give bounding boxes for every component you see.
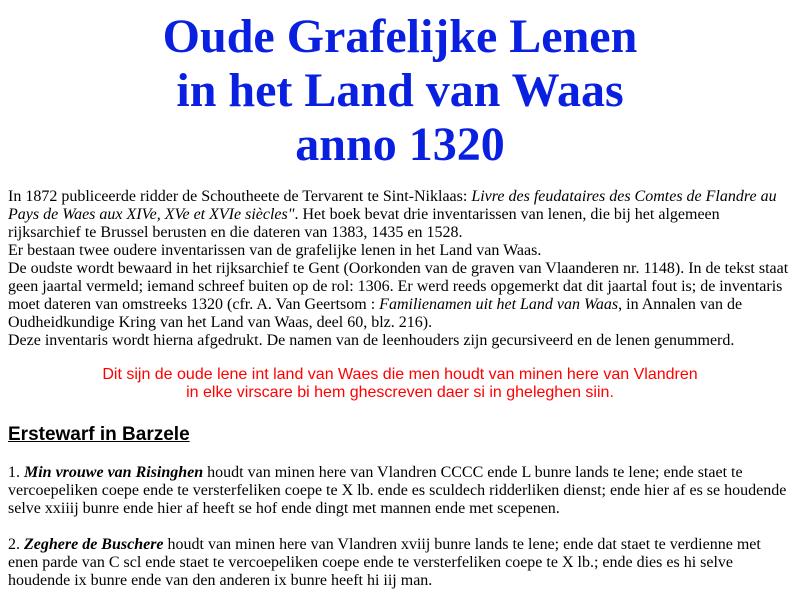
- intro-p3-start: De oudste wordt bewaard in het rijksarchief te Gent (Oorkonden van de graven van Vlaanderen nr. 1148). In de tekst staat geen jaartal vermeld; iemand schreef buiten op de rol: 1306. Er werd reeds opgemerkt dat dit jaartal fout is; de inventaris moet dateren van omstreeks 1320 (cfr. A. Van Geertsom :: [8, 260, 789, 313]
- intro-p3-end: , in Annalen van de Oudheidkundige Kring van het Land van Waas, deel 60, blz. 216).: [8, 296, 743, 331]
- book-title: Livre des feudataires des Comtes de Flandre au Pays de Waes aux XIVe, XVe et XVIe siècles": [8, 188, 777, 223]
- intro-paragraph-4: Deze inventaris wordt hierna afgedrukt. De namen van de leenhouders zijn gecursiveerd en de lenen genummerd.: [8, 332, 735, 349]
- entry-item: [8, 464, 792, 518]
- title-line-3: anno 1320: [295, 118, 505, 171]
- intro-p1-end: . Het boek bevat drie inventarissen van lenen, die bij het algemeen rijksarchief te Brussel berusten en die dateren van 1383, 1435 en 1528.: [8, 206, 720, 241]
- quote-block: [8, 366, 792, 402]
- entry-text: houdt van minen here van Vlandren CCCC ende L bunre lands te lene; ende staet te vercoepeliken coepe ende te versterfeliken coepe te X lb. ende es sculdech ridderliken dienst; ende hier af es se houdende selve xxiiij bunre ende hier af heeft se hof ende dingt met mannen ende met scepenen.: [8, 464, 787, 517]
- entry-holder: Zeghere de Buschere: [24, 536, 164, 553]
- title-line-1: Oude Grafelijke Lenen: [162, 10, 638, 63]
- page-title: [8, 10, 792, 172]
- intro-p1-start: In 1872 publiceerde ridder de Schoutheete de Tervarent te Sint-Niklaas:: [8, 188, 472, 205]
- section-heading: Erstewarf in Barzele: [8, 424, 190, 445]
- intro-paragraph-2: Er bestaan twee oudere inventarissen van de grafelijke lenen in het Land van Waas.: [8, 242, 542, 259]
- entry-item: [8, 536, 792, 590]
- intro-paragraph-3: [8, 260, 792, 332]
- intro-section: [8, 188, 792, 350]
- entry-text: houdt van minen here van Vlandren xviij bunre lands te lene; ende dat staet te verdienne met enen parde van C scl ende staet te vercoepeliken coepe ende te versterfeliken coepe te X lb.; ende dies es hi selve houdende ix bunre ende van den anderen ix bunre heeft hi iij man.: [8, 536, 761, 589]
- entry-holder: Min vrouwe van Risinghen: [24, 464, 204, 481]
- intro-paragraph-1: [8, 188, 792, 242]
- entry-number: 1.: [8, 464, 24, 481]
- reference-title: Familienamen uit het Land van Waas: [379, 296, 619, 313]
- document-page: [0, 10, 800, 590]
- quote-line-2: in elke virscare bi hem ghescreven daer si in gheleghen siin.: [186, 384, 614, 401]
- quote-line-1: Dit sijn de oude lene int land van Waes die men houdt van minen here van Vlandren: [102, 366, 698, 383]
- entry-number: 2.: [8, 536, 24, 553]
- title-line-2: in het Land van Waas: [176, 64, 624, 117]
